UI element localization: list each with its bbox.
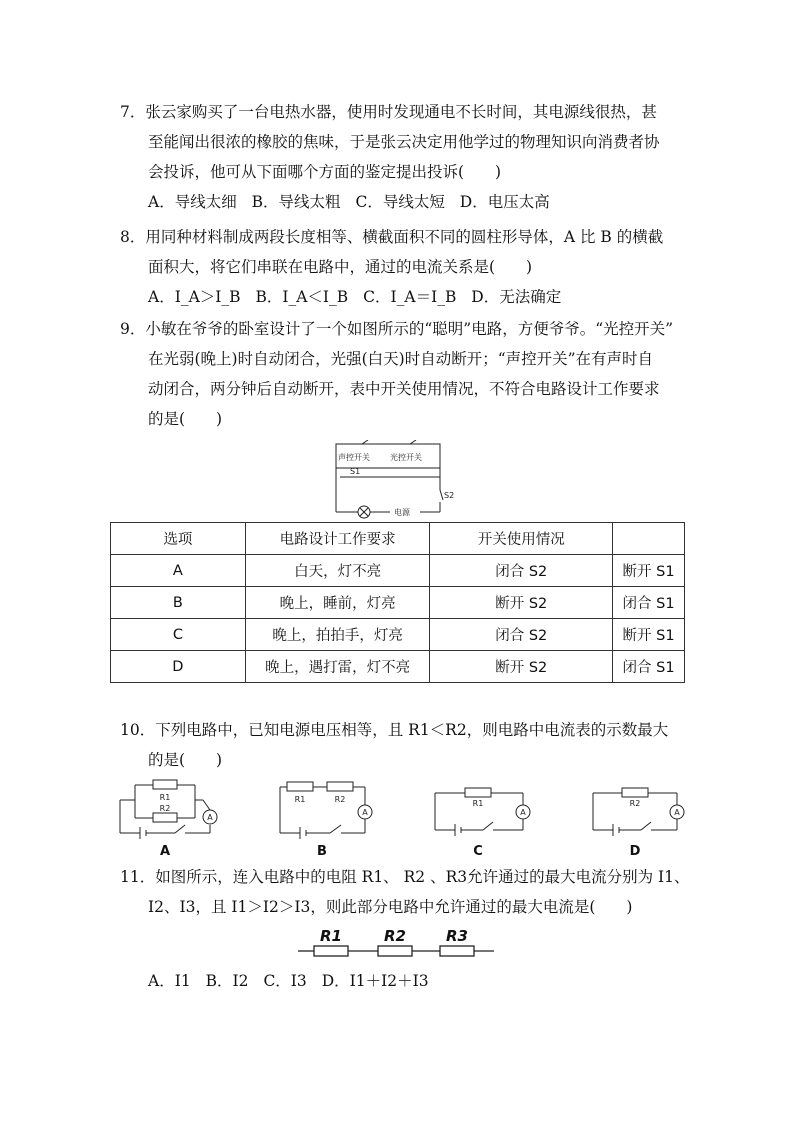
question-7 [120, 97, 660, 217]
table-cell: D [111, 651, 246, 683]
table-cell: 闭合 S2 [430, 555, 613, 587]
q8-option-c: C．I_A＝I_B [363, 288, 457, 306]
q7-line-2: 至能闻出很浓的橡胶的焦味，于是张云决定用他学过的物理知识向消费者协 [148, 133, 660, 151]
q9-line-4: 的是( ) [148, 410, 223, 428]
q10-circuits [115, 775, 695, 860]
question-8 [120, 222, 663, 312]
q7-option-d: D．电压太高 [459, 193, 550, 211]
q11-option-d: D．I1＋I2＋I3 [321, 972, 429, 990]
r2-label: R2 [159, 804, 171, 813]
table-cell: A [111, 555, 246, 587]
table-cell: 白天，灯不亮 [245, 555, 430, 587]
q9-line-2: 在光弱(晚上)时自动闭合，光强(白天)时自动断开；“声控开关”在有声时自 [148, 350, 654, 368]
circuit-b-label: B [317, 844, 327, 859]
q8-options [120, 282, 663, 312]
ammeter-label: A [674, 808, 680, 817]
table-cell: 断开 S1 [613, 619, 685, 651]
r2-label: R2 [334, 795, 346, 804]
table-header-row [111, 523, 685, 555]
q11-resistor-chain [298, 925, 498, 965]
circuit-c [435, 788, 530, 836]
question-11 [120, 862, 690, 922]
q11-option-c: C．I3 [263, 972, 307, 990]
q11-option-a: A．I1 [148, 972, 191, 990]
q11-option-b: B．I2 [205, 972, 249, 990]
q8-option-b: B．I_A＜I_B [255, 288, 349, 306]
circuit-d-label: D [629, 844, 641, 859]
table-header: 电路设计工作要求 [245, 523, 430, 555]
circuit-b [280, 782, 372, 839]
circuit-a-label: A [159, 844, 171, 859]
table-header: 选项 [111, 523, 246, 555]
q8-line-1: 8．用同种材料制成两段长度相等、横截面积不同的圆柱形导体，A 比 B 的横截 [120, 228, 664, 246]
table-row [111, 651, 685, 683]
table-cell: 晚上，睡前，灯亮 [245, 587, 430, 619]
q9-circuit-diagram [330, 440, 460, 522]
table-header: 开关使用情况 [430, 523, 613, 555]
ammeter-label: A [207, 813, 213, 822]
light-switch-label: 光控开关 [390, 453, 422, 462]
q11-options [120, 966, 439, 996]
table-header [613, 523, 685, 555]
q9-line-1: 9．小敏在爷爷的卧室设计了一个如图所示的“聪明”电路，方便爷爷。“光控开关” [120, 320, 674, 338]
q7-line-3: 会投诉，他可从下面哪个方面的鉴定提出投诉( ) [148, 163, 502, 181]
s2-label: S2 [444, 491, 455, 500]
table-cell: 闭合 S1 [613, 587, 685, 619]
table-row [111, 619, 685, 651]
table-cell: 闭合 S2 [430, 619, 613, 651]
ammeter-label: A [362, 808, 368, 817]
table-cell: 晚上，拍拍手，灯亮 [245, 619, 430, 651]
table-cell: 断开 S2 [430, 587, 613, 619]
q7-options [120, 187, 660, 217]
q8-option-d: D．无法确定 [471, 288, 562, 306]
r1-resistor [314, 946, 348, 956]
q11-line-1: 11．如图所示，连入电路中的电阻 R1、 R2 、R3允许通过的最大电流分别为 I1、 [120, 868, 690, 886]
r3-resistor [440, 946, 474, 956]
ammeter-label: A [520, 808, 526, 817]
r1-label: R1 [472, 799, 484, 808]
table-cell: 闭合 S1 [613, 651, 685, 683]
table-cell: C [111, 619, 246, 651]
q9-line-3: 动闭合，两分钟后自动断开，表中开关使用情况，不符合电路设计工作要求 [148, 380, 660, 398]
q7-line-1: 7．张云家购买了一台电热水器，使用时发现通电不长时间，其电源线很热，甚 [120, 103, 657, 121]
circuit-c-label: C [473, 844, 483, 859]
table-row [111, 555, 685, 587]
q8-option-a: A．I_A＞I_B [148, 288, 241, 306]
s2-switch [440, 490, 443, 500]
table-cell: 晚上，遇打雷，灯不亮 [245, 651, 430, 683]
r1-label: R1 [294, 795, 306, 804]
question-9 [120, 314, 673, 434]
power-source-label: 电源 [394, 508, 410, 517]
q11-line-2: I2、I3，且 I1＞I2＞I3，则此部分电路中允许通过的最大电流是( ) [148, 898, 633, 916]
circuit-d [593, 788, 684, 836]
q7-option-a: A．导线太细 [148, 193, 237, 211]
q7-option-c: C．导线太短 [355, 193, 445, 211]
q10-line-2: 的是( ) [148, 751, 223, 769]
q10-line-1: 10．下列电路中，已知电源电压相等，且 R1＜R2，则电路中电流表的示数最大 [120, 721, 669, 739]
table-cell: 断开 S2 [430, 651, 613, 683]
q9-options-table [110, 522, 685, 683]
table-cell: B [111, 587, 246, 619]
r2-label: R2 [629, 799, 641, 808]
s1-label: S1 [350, 467, 361, 476]
r2-label: R2 [384, 927, 406, 945]
table-row [111, 587, 685, 619]
r1-label: R1 [159, 793, 171, 802]
r1-label: R1 [320, 927, 342, 945]
question-10 [120, 715, 668, 775]
sound-switch-label: 声控开关 [338, 453, 370, 462]
table-cell: 断开 S1 [613, 555, 685, 587]
r3-label: R3 [446, 927, 468, 945]
q7-option-b: B．导线太粗 [251, 193, 341, 211]
q8-line-2: 面积大，将它们串联在电路中，通过的电流关系是( ) [148, 258, 533, 276]
r2-resistor [378, 946, 412, 956]
